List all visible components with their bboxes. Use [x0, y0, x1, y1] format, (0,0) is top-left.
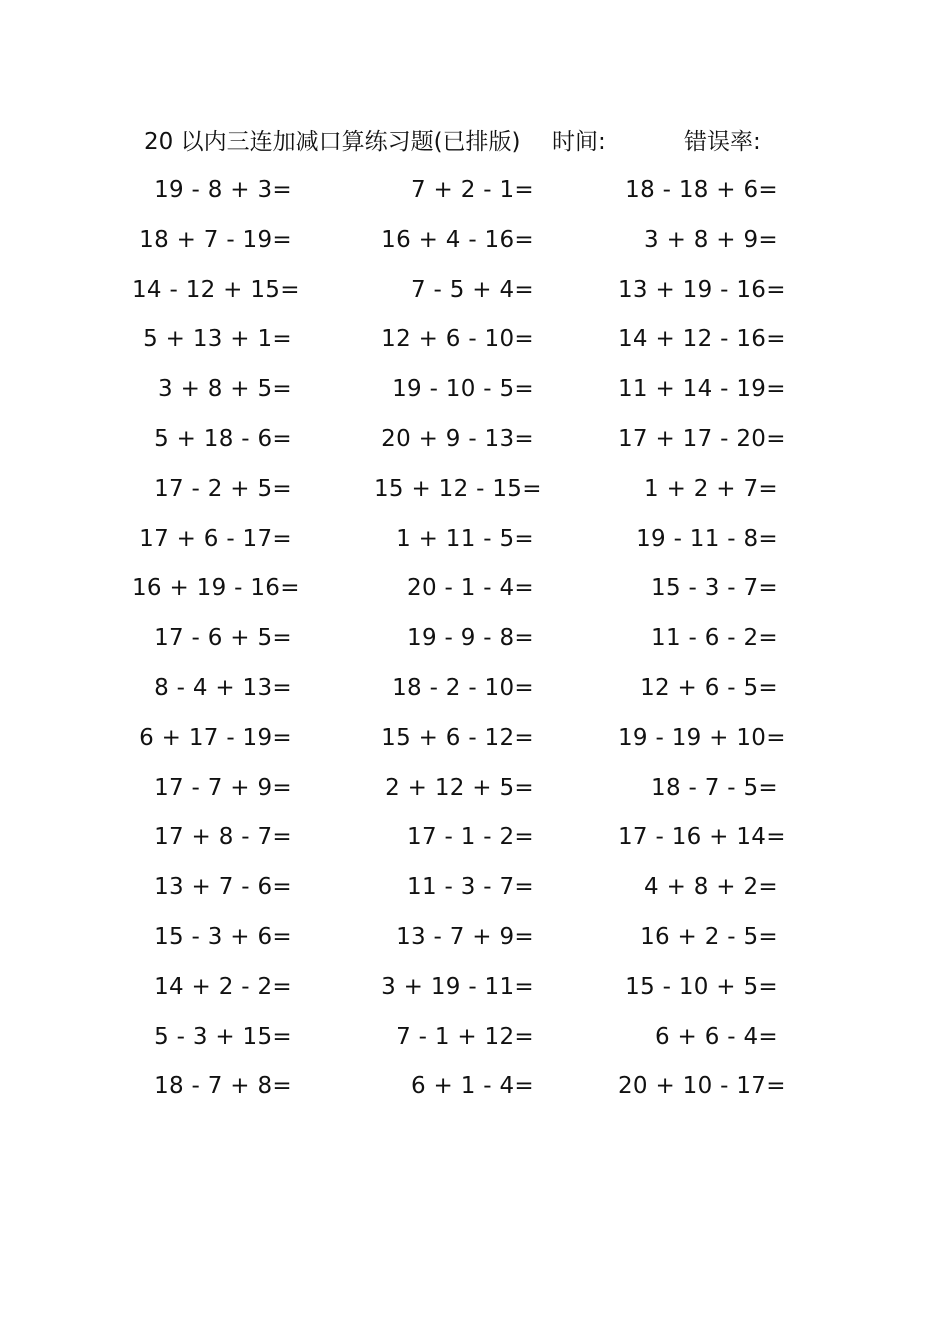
- problem: 7 - 5 + 4=: [411, 276, 534, 303]
- worksheet-header: [144, 122, 824, 162]
- problem: 17 + 17 - 20=: [618, 425, 786, 452]
- problem-row: [0, 917, 950, 967]
- problem: 18 - 7 + 8=: [154, 1073, 292, 1100]
- problem-row: [0, 718, 950, 768]
- problem: 20 - 1 - 4=: [407, 575, 534, 602]
- problem: 20 + 9 - 13=: [381, 425, 534, 452]
- problem: 17 - 2 + 5=: [154, 475, 292, 502]
- problem: 16 + 2 - 5=: [640, 923, 778, 950]
- problem: 15 - 10 + 5=: [625, 973, 778, 1000]
- problem-row: [0, 519, 950, 569]
- problem: 17 - 1 - 2=: [407, 824, 534, 851]
- problem: 8 - 4 + 13=: [154, 674, 292, 701]
- problem: 17 - 7 + 9=: [154, 774, 292, 801]
- problem: 14 + 12 - 16=: [618, 326, 786, 353]
- problem: 18 - 2 - 10=: [392, 674, 534, 701]
- problem: 3 + 8 + 9=: [644, 226, 778, 253]
- problem: 19 - 10 - 5=: [392, 376, 534, 403]
- problem: 17 + 8 - 7=: [154, 824, 292, 851]
- problem: 3 + 8 + 5=: [158, 376, 292, 403]
- problem: 4 + 8 + 2=: [644, 874, 778, 901]
- problem-row: [0, 419, 950, 469]
- problem: 14 + 2 - 2=: [154, 973, 292, 1000]
- problem-row: [0, 170, 950, 220]
- problem-row: [0, 1066, 950, 1116]
- problem: 5 + 18 - 6=: [154, 425, 292, 452]
- problem: 20 + 10 - 17=: [618, 1073, 786, 1100]
- problem: 13 - 7 + 9=: [396, 923, 534, 950]
- problem-row: [0, 220, 950, 270]
- problem: 17 - 16 + 14=: [618, 824, 786, 851]
- problem: 17 - 6 + 5=: [154, 625, 292, 652]
- problem-row: [0, 319, 950, 369]
- problem: 16 + 19 - 16=: [132, 575, 300, 602]
- problem: 3 + 19 - 11=: [381, 973, 534, 1000]
- worksheet-title: 20 以内三连加减口算练习题(已排版): [144, 129, 521, 155]
- problem: 1 + 2 + 7=: [644, 475, 778, 502]
- problem: 12 + 6 - 5=: [640, 674, 778, 701]
- problem: 6 + 17 - 19=: [139, 724, 292, 751]
- problem-row: [0, 469, 950, 519]
- problem: 15 + 12 - 15=: [374, 475, 542, 502]
- problem: 6 + 1 - 4=: [411, 1073, 534, 1100]
- problem-grid: [0, 170, 950, 1116]
- problem: 18 - 7 - 5=: [651, 774, 778, 801]
- problem: 7 + 2 - 1=: [411, 177, 534, 203]
- problem-row: [0, 768, 950, 818]
- problem: 12 + 6 - 10=: [381, 326, 534, 353]
- problem: 5 - 3 + 15=: [154, 1023, 292, 1050]
- problem: 13 + 7 - 6=: [154, 874, 292, 901]
- problem: 19 - 9 - 8=: [407, 625, 534, 652]
- problem: 11 - 6 - 2=: [651, 625, 778, 652]
- problem: 11 + 14 - 19=: [618, 376, 786, 403]
- error-rate-label: 错误率:: [684, 129, 761, 155]
- problem: 6 + 6 - 4=: [655, 1023, 778, 1050]
- problem: 19 - 11 - 8=: [636, 525, 778, 552]
- problem-row: [0, 618, 950, 668]
- problem: 18 + 7 - 19=: [139, 226, 292, 253]
- problem: 2 + 12 + 5=: [385, 774, 534, 801]
- time-label: 时间:: [552, 129, 606, 155]
- problem-row: [0, 817, 950, 867]
- problem: 5 + 13 + 1=: [143, 326, 292, 353]
- problem: 15 - 3 + 6=: [154, 923, 292, 950]
- problem-row: [0, 369, 950, 419]
- problem-row: [0, 668, 950, 718]
- problem-row: [0, 1017, 950, 1067]
- problem: 15 + 6 - 12=: [381, 724, 534, 751]
- problem: 11 - 3 - 7=: [407, 874, 534, 901]
- problem: 14 - 12 + 15=: [132, 276, 300, 303]
- problem: 13 + 19 - 16=: [618, 276, 786, 303]
- problem: 18 - 18 + 6=: [625, 177, 778, 203]
- problem: 17 + 6 - 17=: [139, 525, 292, 552]
- problem: 15 - 3 - 7=: [651, 575, 778, 602]
- problem-row: [0, 867, 950, 917]
- problem: 16 + 4 - 16=: [381, 226, 534, 253]
- problem: 7 - 1 + 12=: [396, 1023, 534, 1050]
- problem-row: [0, 270, 950, 320]
- problem-row: [0, 967, 950, 1017]
- problem: 19 - 8 + 3=: [154, 177, 292, 203]
- problem: 19 - 19 + 10=: [618, 724, 786, 751]
- problem: 1 + 11 - 5=: [396, 525, 534, 552]
- problem-row: [0, 568, 950, 618]
